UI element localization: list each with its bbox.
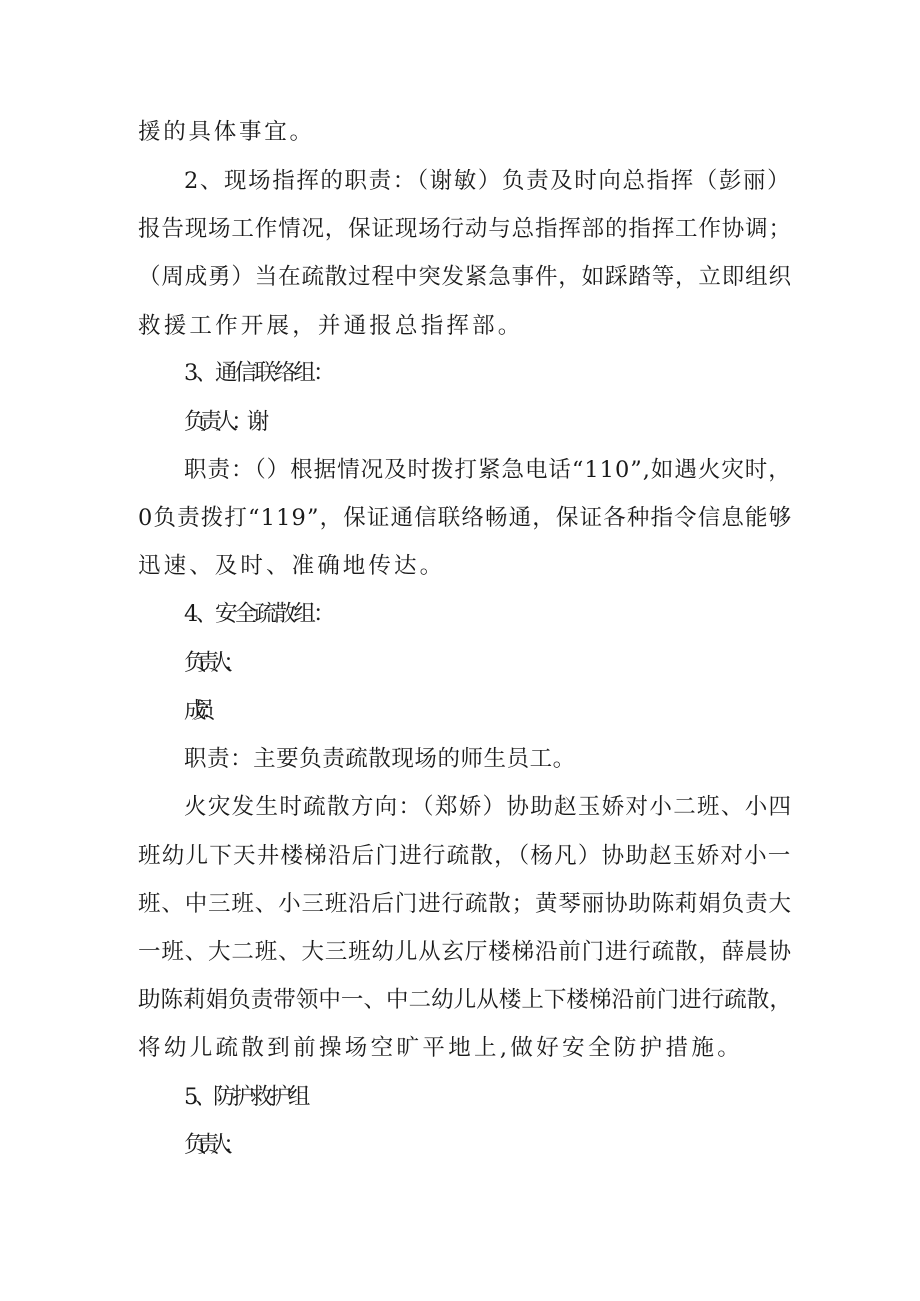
text-line: 0负责拨打“119”，保证通信联络畅通，保证各种指令信息能够 <box>138 505 793 531</box>
text-line: 负责人： <box>184 1132 237 1158</box>
text-line: 报告现场工作情况，保证现场行动与总指挥部的指挥工作协调； <box>138 216 792 242</box>
section-heading: 4、安全疏散组： <box>184 601 333 627</box>
section-heading: 3、通信联络组： <box>184 360 333 386</box>
text-line: （周成勇）当在疏散过程中突发紧急事件，如踩踏等，立即组织 <box>138 264 792 290</box>
text-line: 职责：主要负责疏散现场的师生员工。 <box>184 746 576 772</box>
text-line: 迅速、及时、准确地传达。 <box>138 553 446 579</box>
text-line: 救援工作开展，并通报总指挥部。 <box>138 313 524 339</box>
section-heading: 5、防护救护组 <box>184 1084 307 1110</box>
text-line: 成员： <box>184 698 211 724</box>
text-line: 职责：（）根据情况及时拨打紧急电话“110”,如遇火灾时， <box>184 457 792 483</box>
text-line: 援的具体事宜。 <box>138 119 315 145</box>
text-line: 火灾发生时疏散方向：（郑娇）协助赵玉娇对小二班、小四 <box>184 794 793 820</box>
text-line: 将幼儿疏散到前操场空旷平地上,做好安全防护措施。 <box>138 1035 744 1061</box>
text-line: 助陈莉娟负责带领中一、中二幼儿从楼上下楼梯沿前门进行疏散， <box>138 987 792 1013</box>
text-line: 班幼儿下天井楼梯沿后门进行疏散，（杨凡）协助赵玉娇对小一 <box>138 843 792 869</box>
text-line: 负责人：谢 <box>184 409 263 435</box>
text-line: 班、中三班、小三班沿后门进行疏散；黄琴丽协助陈莉娟负责大 <box>138 891 792 917</box>
text-line: 2、现场指挥的职责：（谢敏）负责及时向总指挥（彭丽） <box>184 168 792 194</box>
text-line: 一班、大二班、大三班幼儿从玄厅楼梯沿前门进行疏散，薛晨协 <box>138 939 792 965</box>
text-line: 负责人： <box>184 650 237 676</box>
